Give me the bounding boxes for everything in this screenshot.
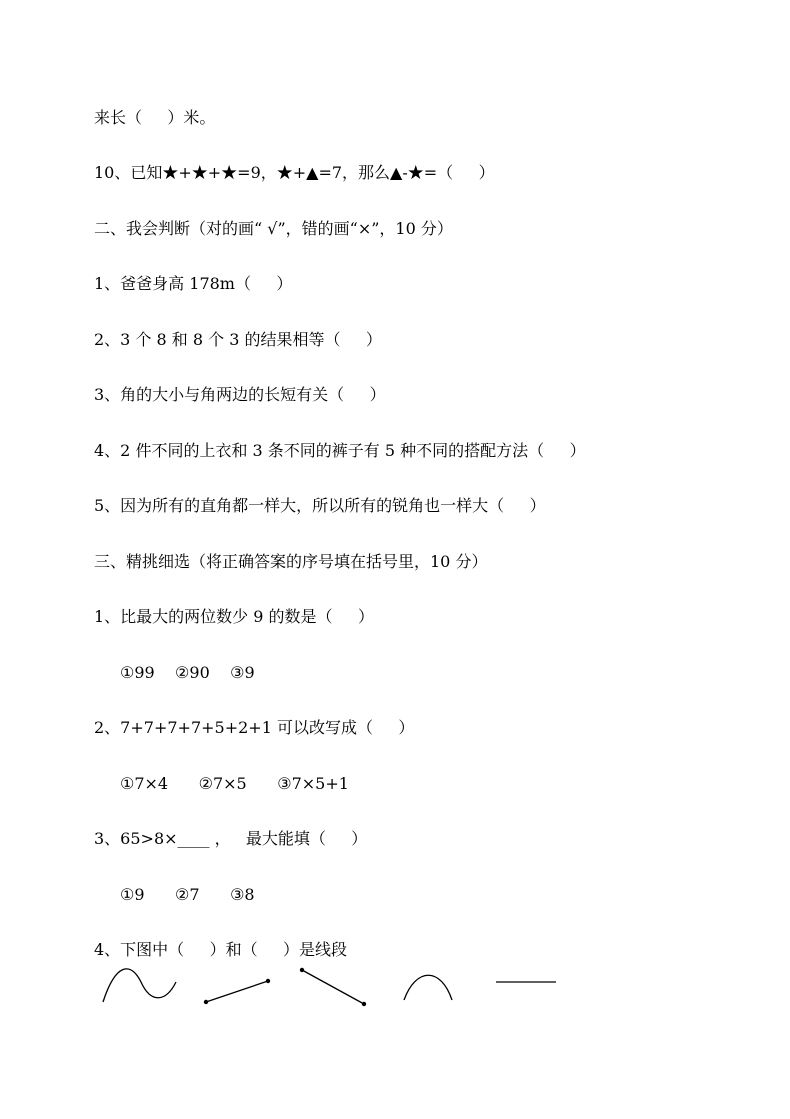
choice-question-4: 4、下图中（ ）和（ ）是线段 (94, 940, 348, 959)
question-9-continuation: 来长（ ）米。 (94, 108, 216, 127)
segment-figure-a (204, 979, 270, 1004)
choice-question-1-options: ①99 ②90 ③9 (120, 663, 255, 682)
segment-figure-b (300, 968, 366, 1006)
choice-question-3: 3、65>8×____ ， 最大能填（ ） (94, 829, 368, 848)
judge-question-5: 5、因为所有的直角都一样大，所以所有的锐角也一样大（ ） (94, 496, 546, 515)
choice-question-2-options: ①7×4 ②7×5 ③7×5+1 (120, 774, 349, 793)
section-2-heading: 二、我会判断（对的画“ √”，错的画“×”，10 分） (94, 219, 453, 238)
judge-question-3: 3、角的大小与角两边的长短有关（ ） (94, 385, 386, 404)
question-10: 10、已知★+★+★=9，★+▲=7，那么▲-★=（ ） (94, 163, 495, 182)
choice-question-3-options: ①9 ②7 ③8 (120, 885, 255, 904)
judge-question-2: 2、3 个 8 和 8 个 3 的结果相等（ ） (94, 330, 382, 349)
judge-question-4: 4、2 件不同的上衣和 3 条不同的裤子有 5 种不同的搭配方法（ ） (94, 441, 586, 460)
choice-question-2: 2、7+7+7+7+5+2+1 可以改写成（ ） (94, 718, 415, 737)
wavy-curve-figure (103, 969, 176, 1002)
choice-question-1: 1、比最大的两位数少 9 的数是（ ） (94, 607, 374, 626)
arc-curve-figure (404, 975, 452, 1000)
judge-question-1: 1、爸爸身高 178m（ ） (94, 274, 293, 293)
line-figures (96, 962, 566, 1012)
section-3-heading: 三、精挑细选（将正确答案的序号填在括号里，10 分） (94, 552, 488, 571)
